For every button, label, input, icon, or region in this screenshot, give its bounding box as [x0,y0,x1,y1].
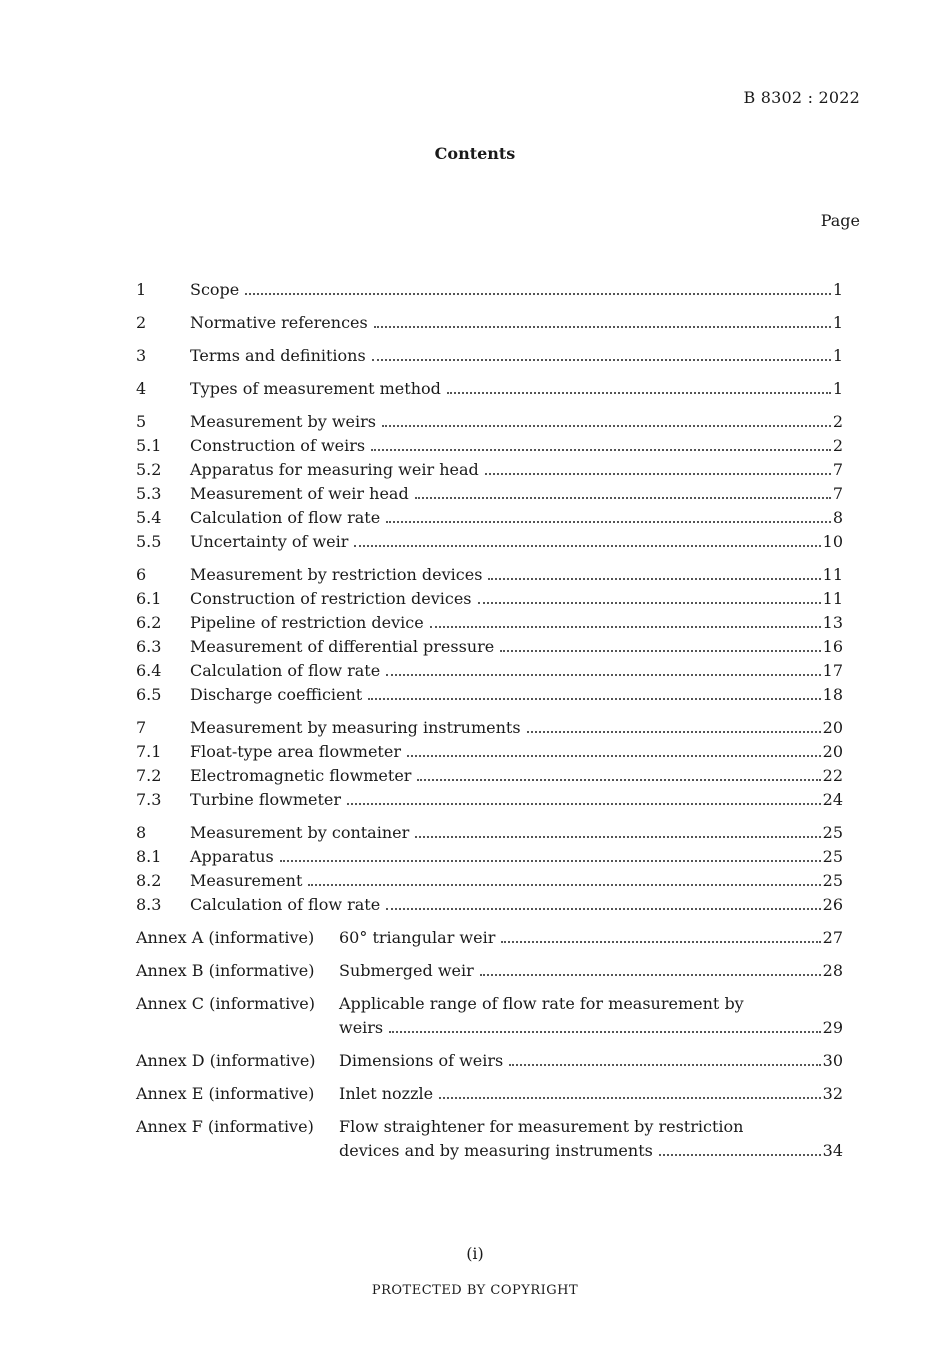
annex-page: 30 [822,1051,843,1070]
toc-entry[interactable] [136,587,843,611]
toc-entry-title: Calculation of flow rate [190,661,381,680]
annex-entry[interactable] [136,1049,843,1073]
dot-leader [417,779,820,781]
toc-entry-number: 6.5 [136,685,162,704]
dot-leader [415,836,820,838]
toc-entry-number: 5.2 [136,460,162,479]
toc-entry-title: Construction of weirs [190,436,366,455]
annex-label: Annex F (informative) [136,1117,314,1136]
annex-entry[interactable] [136,992,843,1040]
toc-entry[interactable] [136,740,843,764]
toc-entry[interactable] [136,530,843,554]
toc-entry-page: 20 [822,742,843,761]
dot-leader [372,359,831,361]
toc-entry[interactable] [136,506,843,530]
toc-entry[interactable] [136,869,843,893]
toc-entry-number: 6 [136,565,147,584]
toc-entry-number: 6.2 [136,613,162,632]
toc-entry-title: Apparatus for measuring weir head [190,460,479,479]
toc-entry-page: 17 [822,661,843,680]
dot-leader [415,497,831,499]
toc-entry-page: 2 [832,412,843,431]
toc-entry-page: 25 [822,823,843,842]
toc-group [136,278,843,302]
toc-entry[interactable] [136,563,843,587]
toc-entry-title: Electromagnetic flowmeter [190,766,412,785]
toc-entry-title: Calculation of flow rate [190,895,381,914]
toc-entry-page: 8 [832,508,843,527]
toc-entry-number: 5.1 [136,436,162,455]
dot-leader [382,425,831,427]
toc-entry-number: 7 [136,718,147,737]
toc-group [136,716,843,812]
toc-group [136,563,843,707]
toc-entry[interactable] [136,311,843,335]
toc-entry-title: Apparatus [190,847,274,866]
toc-entry-page: 11 [822,589,843,608]
dot-leader [488,578,820,580]
dot-leader [280,860,821,862]
toc-entry[interactable] [136,635,843,659]
toc-entry-title: Measurement by restriction devices [190,565,483,584]
toc-entry-title: Discharge coefficient [190,685,363,704]
toc-entry-page: 1 [832,313,843,332]
toc-entry-number: 8.1 [136,847,162,866]
dot-leader [439,1097,821,1099]
dot-leader [501,941,820,943]
toc-entry[interactable] [136,716,843,740]
toc-entry-title: Measurement of weir head [190,484,409,503]
dot-leader [430,626,821,628]
dot-leader [368,698,820,700]
toc-entry-page: 16 [822,637,843,656]
toc-entry-title: Normative references [190,313,368,332]
toc-entry[interactable] [136,344,843,368]
toc-entry-page: 18 [822,685,843,704]
toc-entry-title: Turbine flowmeter [190,790,342,809]
toc-entry-page: 11 [822,565,843,584]
toc-entry-page: 26 [822,895,843,914]
dot-leader [245,293,831,295]
dot-leader [407,755,821,757]
annex-title: weirs [339,1018,384,1037]
toc-entry-number: 8.2 [136,871,162,890]
toc-entry-number: 1 [136,280,147,299]
dot-leader [347,803,821,805]
toc-entry[interactable] [136,410,843,434]
toc-entry-number: 8.3 [136,895,162,914]
toc-entry-title: Measurement by weirs [190,412,376,431]
toc-entry-title: Types of measurement method [190,379,441,398]
toc-entry-title: Construction of restriction devices [190,589,472,608]
toc-entry-number: 2 [136,313,147,332]
toc-entry-title: Terms and definitions [190,346,366,365]
toc-entry-number: 8 [136,823,147,842]
annex-label: Annex B (informative) [136,961,315,980]
toc-entry-title: Pipeline of restriction device [190,613,424,632]
toc-entry-number: 5.4 [136,508,162,527]
toc-entry[interactable] [136,683,843,707]
toc-entry-title: Scope [190,280,240,299]
toc-entry[interactable] [136,845,843,869]
toc-entry[interactable] [136,788,843,812]
standard-number: B 8302 : 2022 [743,88,860,107]
footer-page-number: (i) [466,1244,484,1263]
page-title: Contents [434,144,516,163]
toc-entry-page: 22 [822,766,843,785]
dot-leader [389,1031,821,1033]
dot-leader [478,602,821,604]
annex-entry[interactable] [136,926,843,950]
toc-group [136,377,843,401]
toc-entry-number: 7.3 [136,790,162,809]
dot-leader [480,974,821,976]
toc-group [136,311,843,335]
toc-entry-page: 7 [832,460,843,479]
toc-entry-title: Measurement by measuring instruments [190,718,521,737]
toc-entry-title: Uncertainty of weir [190,532,349,551]
toc-entry-title: Measurement by container [190,823,410,842]
annex-page: 32 [822,1084,843,1103]
annex-entry[interactable] [136,959,843,983]
copyright-notice: PROTECTED BY COPYRIGHT [371,1283,579,1298]
toc-entry-number: 5.5 [136,532,162,551]
toc-entry[interactable] [136,278,843,302]
annex-entry[interactable] [136,1082,843,1106]
toc-entry[interactable] [136,377,843,401]
annex-title: Applicable range of flow rate for measurement by [339,994,744,1013]
toc-entry[interactable] [136,893,843,917]
toc-group [136,410,843,554]
dot-leader [308,884,820,886]
toc-group [136,344,843,368]
annex-label: Annex D (informative) [136,1051,316,1070]
toc-entry[interactable] [136,434,843,458]
toc-entry-page: 25 [822,871,843,890]
toc-entry-page: 20 [822,718,843,737]
dot-leader [527,731,821,733]
toc-entry[interactable] [136,764,843,788]
dot-leader [386,908,820,910]
annex-page: 29 [822,1018,843,1037]
dot-leader [374,326,831,328]
toc-entry-page: 1 [832,346,843,365]
toc-entry[interactable] [136,458,843,482]
toc-entry-page: 7 [832,484,843,503]
annex-title: Dimensions of weirs [339,1051,504,1070]
toc-entry[interactable] [136,659,843,683]
annex-title: devices and by measuring instruments [339,1141,653,1160]
toc-entry-number: 3 [136,346,147,365]
annex-label: Annex E (informative) [136,1084,315,1103]
toc-entry[interactable] [136,482,843,506]
dot-leader [371,449,831,451]
toc-entry-page: 13 [822,613,843,632]
dot-leader [386,674,820,676]
annex-label: Annex C (informative) [136,994,315,1013]
page-column-header: Page [820,211,860,230]
toc-entry-number: 6.4 [136,661,162,680]
toc-entry-number: 6.3 [136,637,162,656]
annex-entry[interactable] [136,1115,843,1163]
dot-leader [447,392,831,394]
toc-entry-title: Measurement of differential pressure [190,637,495,656]
toc-entry-page: 2 [832,436,843,455]
toc-entry-number: 4 [136,379,147,398]
toc-group [136,821,843,917]
annex-title: Submerged weir [339,961,474,980]
dot-leader [386,521,831,523]
toc-entry[interactable] [136,611,843,635]
annex-label: Annex A (informative) [136,928,315,947]
toc-entry-page: 1 [832,379,843,398]
toc-entry-title: Float-type area flowmeter [190,742,401,761]
dot-leader [485,473,831,475]
dot-leader [354,545,820,547]
toc-entry-title: Calculation of flow rate [190,508,381,527]
table-of-contents [136,278,843,1172]
toc-entry-page: 10 [822,532,843,551]
toc-entry-page: 1 [832,280,843,299]
toc-entry[interactable] [136,821,843,845]
annex-title: Inlet nozzle [339,1084,434,1103]
toc-entry-title: Measurement [190,871,303,890]
toc-entry-number: 5 [136,412,147,431]
toc-entry-page: 25 [822,847,843,866]
dot-leader [509,1064,820,1066]
dot-leader [500,650,820,652]
toc-entry-number: 7.1 [136,742,162,761]
toc-entry-number: 5.3 [136,484,162,503]
annex-page: 28 [822,961,843,980]
annex-page: 34 [822,1141,843,1160]
annex-page: 27 [822,928,843,947]
annex-title: 60° triangular weir [339,928,496,947]
toc-entry-page: 24 [822,790,843,809]
toc-entry-number: 6.1 [136,589,162,608]
annex-title: Flow straightener for measurement by restriction [339,1117,744,1136]
toc-entry-number: 7.2 [136,766,162,785]
dot-leader [659,1154,821,1156]
